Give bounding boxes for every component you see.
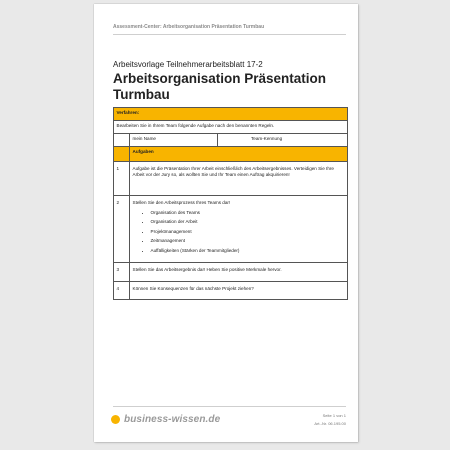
task-text: Aufgabe ist die Präsentation Ihrer Arbeit einschließlich des Arbeitsergebnisses. Verteidigen Sie Ihre Arbeit vor der Jury so, als wollten Sie und Ihr Team einen Auftrag akquirieren!: [130, 162, 348, 196]
logo-text: business-wissen.de: [124, 414, 221, 425]
team-field: Team-Kennung: [218, 134, 348, 147]
task-table: [113, 107, 348, 300]
task-text: Stellen Sie den Arbeitsprozess Ihres Teams dar!: [132, 199, 231, 205]
page-number: Seite 1 von 1: [322, 413, 346, 418]
row-number: 1: [114, 162, 130, 196]
table-row: [114, 108, 348, 121]
aufgaben-header: Aufgaben: [130, 147, 348, 162]
list-item: • Projektmanagement: [151, 229, 345, 235]
document-subtitle: Arbeitsvorlage Teilnehmerarbeitsblatt 17-2: [113, 60, 263, 69]
title-line-2: Turmbau: [113, 87, 170, 102]
document-header: Assessment-Center: Arbeitsorganisation Präsentation Turmbau: [113, 24, 265, 30]
table-row: [114, 162, 348, 196]
instruction-cell: Bearbeiten Sie in Ihrem Team folgende Aufgabe nach den benannten Regeln.: [114, 121, 348, 134]
bullet-list: [133, 210, 345, 254]
verfahren-header: Verfahren:: [114, 108, 348, 121]
table-row: [114, 134, 348, 147]
name-field: mein Name: [130, 134, 218, 147]
list-item: • Auffälligkeiten (Stärken der Teammitglieder): [151, 248, 345, 254]
list-item: • Organisation des Teams: [151, 210, 345, 216]
footer-logo: [111, 414, 220, 425]
table-row: [114, 195, 348, 263]
table-row: [114, 147, 348, 162]
table-row: [114, 281, 348, 300]
list-item: • Organisation der Arbeit: [151, 219, 345, 225]
task-text: Können Sie Konsequenzen für das nächste Projekt ziehen?: [130, 281, 348, 300]
footer-divider: [113, 406, 346, 407]
document-title: [113, 71, 348, 103]
aufgaben-number-cell: [114, 147, 130, 162]
task-cell: [130, 195, 348, 263]
list-item: • Zeitmanagement: [151, 238, 345, 244]
table-row: [114, 121, 348, 134]
row-number: 4: [114, 281, 130, 300]
empty-cell: [114, 134, 130, 147]
task-text: Stellen Sie das Arbeitsergebnis dar! Heben Sie positive Merkmale hervor.: [130, 263, 348, 282]
logo-dot-icon: [111, 415, 120, 424]
article-number: Art.-Nr. 06.195.00: [314, 421, 346, 426]
footer-meta: [314, 412, 346, 428]
title-line-1: Arbeitsorganisation Präsentation: [113, 71, 327, 86]
header-divider: [113, 34, 346, 35]
table-row: [114, 263, 348, 282]
row-number: 3: [114, 263, 130, 282]
row-number: 2: [114, 195, 130, 263]
